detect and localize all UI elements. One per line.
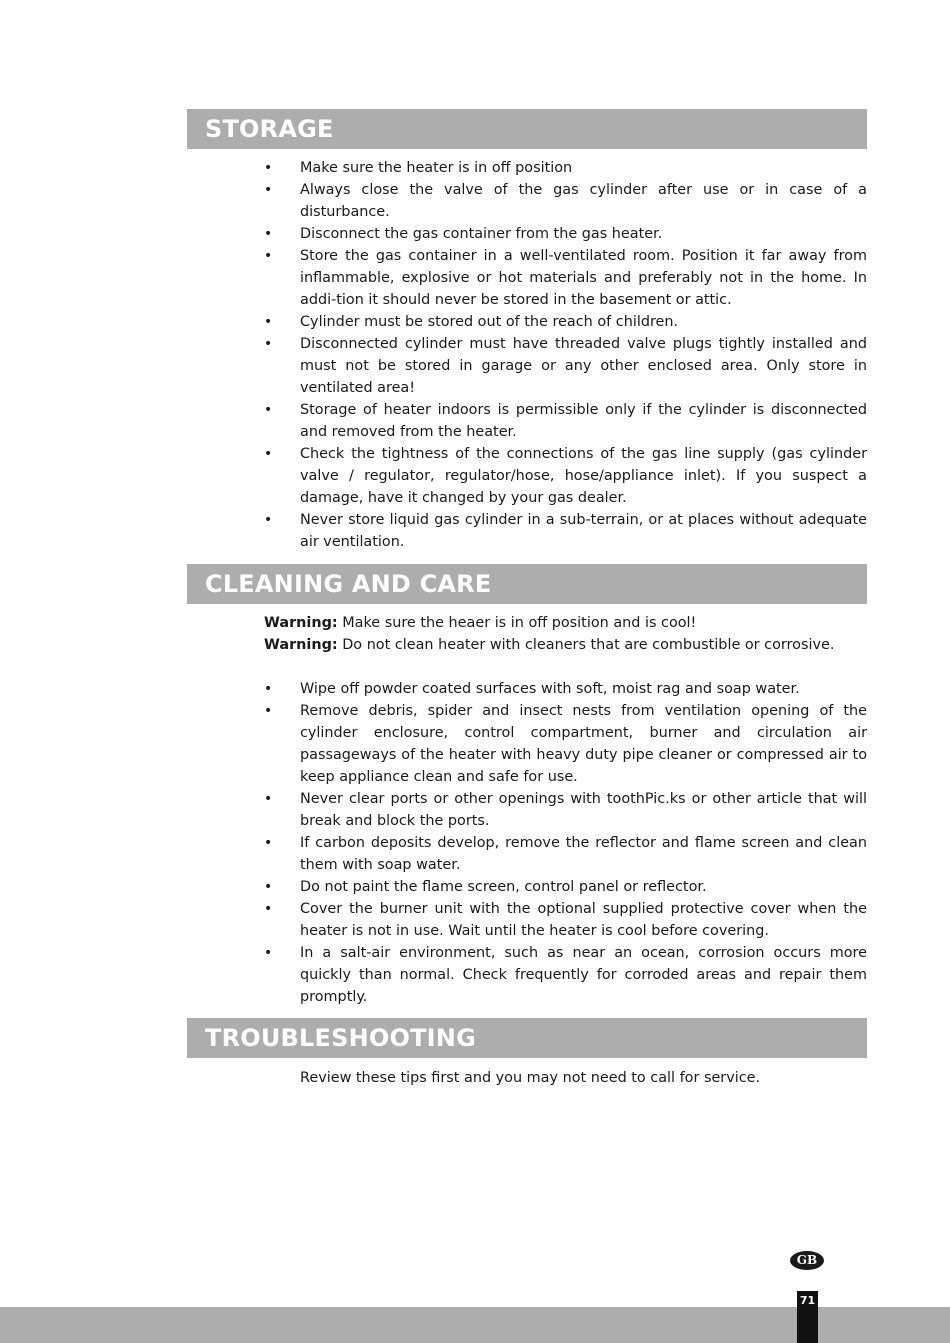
bullet-icon: • [264, 512, 273, 528]
bullet-icon: • [264, 835, 273, 851]
storage-title: STORAGE [205, 115, 334, 143]
bullet-icon: • [264, 248, 273, 264]
troubleshooting-header [187, 1018, 867, 1058]
cleaning-list [264, 678, 867, 1008]
list-item: • Always close the valve of the gas cylinder after use or in case of a disturbance. [264, 179, 867, 223]
warning-label: Warning: [264, 637, 338, 653]
list-item: • Do not paint the flame screen, control panel or reflector. [264, 876, 867, 898]
bullet-icon: • [264, 791, 273, 807]
warning-label: Warning: [264, 615, 338, 631]
bullet-icon: • [264, 226, 273, 242]
list-item: • Never store liquid gas cylinder in a sub-terrain, or at places without adequate air ventilation. [264, 509, 867, 553]
warning-text: Do not clean heater with cleaners that are combustible or corrosive. [337, 637, 835, 653]
list-item: • Wipe off powder coated surfaces with soft, moist rag and soap water. [264, 678, 867, 700]
storage-list [264, 157, 867, 553]
list-item: • If carbon deposits develop, remove the reflector and flame screen and clean them with soap water. [264, 832, 867, 876]
warning-line [264, 634, 867, 656]
list-item: • Disconnected cylinder must have threaded valve plugs tightly installed and must not be stored in garage or any other enclosed area. Only store in ventilated area! [264, 333, 867, 399]
list-item: • In a salt-air environment, such as near an ocean, corrosion occurs more quickly than normal. Check frequently for corroded areas and repair them promptly. [264, 942, 867, 1008]
bullet-icon: • [264, 336, 273, 352]
bullet-icon: • [264, 446, 273, 462]
list-item: • Cover the burner unit with the optional supplied protective cover when the heater is not in use. Wait until the heater is cool before covering. [264, 898, 867, 942]
troubleshooting-intro: Review these tips first and you may not need to call for service. [300, 1070, 761, 1086]
list-item: • Make sure the heater is in off position [264, 157, 867, 179]
bullet-icon: • [264, 703, 273, 719]
warning-text: Make sure the heaer is in off position and is cool! [337, 615, 697, 631]
bullet-icon: • [264, 160, 273, 176]
list-item: • Cylinder must be stored out of the reach of children. [264, 311, 867, 333]
list-item: • Store the gas container in a well-ventilated room. Position it far away from inflammable, explosive or hot materials and preferably not in the home. In addi-tion it should never be stored in the basement or attic. [264, 245, 867, 311]
list-item: • Storage of heater indoors is permissible only if the cylinder is disconnected and removed from the heater. [264, 399, 867, 443]
language-badge: GB [790, 1251, 824, 1270]
cleaning-content [264, 612, 867, 1008]
bullet-icon: • [264, 681, 273, 697]
page-number: 71 [797, 1291, 818, 1343]
troubleshooting-title: TROUBLESHOOTING [205, 1024, 476, 1052]
storage-content [264, 157, 867, 553]
troubleshooting-content [264, 1067, 867, 1089]
list-item: • Check the tightness of the connections of the gas line supply (gas cylinder valve / regulator, regulator/hose, hose/appliance inlet). If you suspect a damage, have it changed by your gas dealer. [264, 443, 867, 509]
storage-header [187, 109, 867, 149]
list-item: • Never clear ports or other openings with toothPic.ks or other article that will break and block the ports. [264, 788, 867, 832]
cleaning-header [187, 564, 867, 604]
bullet-icon: • [264, 879, 273, 895]
bullet-icon: • [264, 945, 273, 961]
bullet-icon: • [264, 314, 273, 330]
bullet-icon: • [264, 402, 273, 418]
cleaning-title: CLEANING AND CARE [205, 570, 492, 598]
bullet-icon: • [264, 182, 273, 198]
list-item: • Remove debris, spider and insect nests from ventilation opening of the cylinder enclosure, control compartment, burner and circulation air passageways of the heater with heavy duty pipe cleaner or compressed air to keep appliance clean and safe for use. [264, 700, 867, 788]
bullet-icon: • [264, 901, 273, 917]
warning-line [264, 612, 867, 634]
list-item: • Disconnect the gas container from the gas heater. [264, 223, 867, 245]
